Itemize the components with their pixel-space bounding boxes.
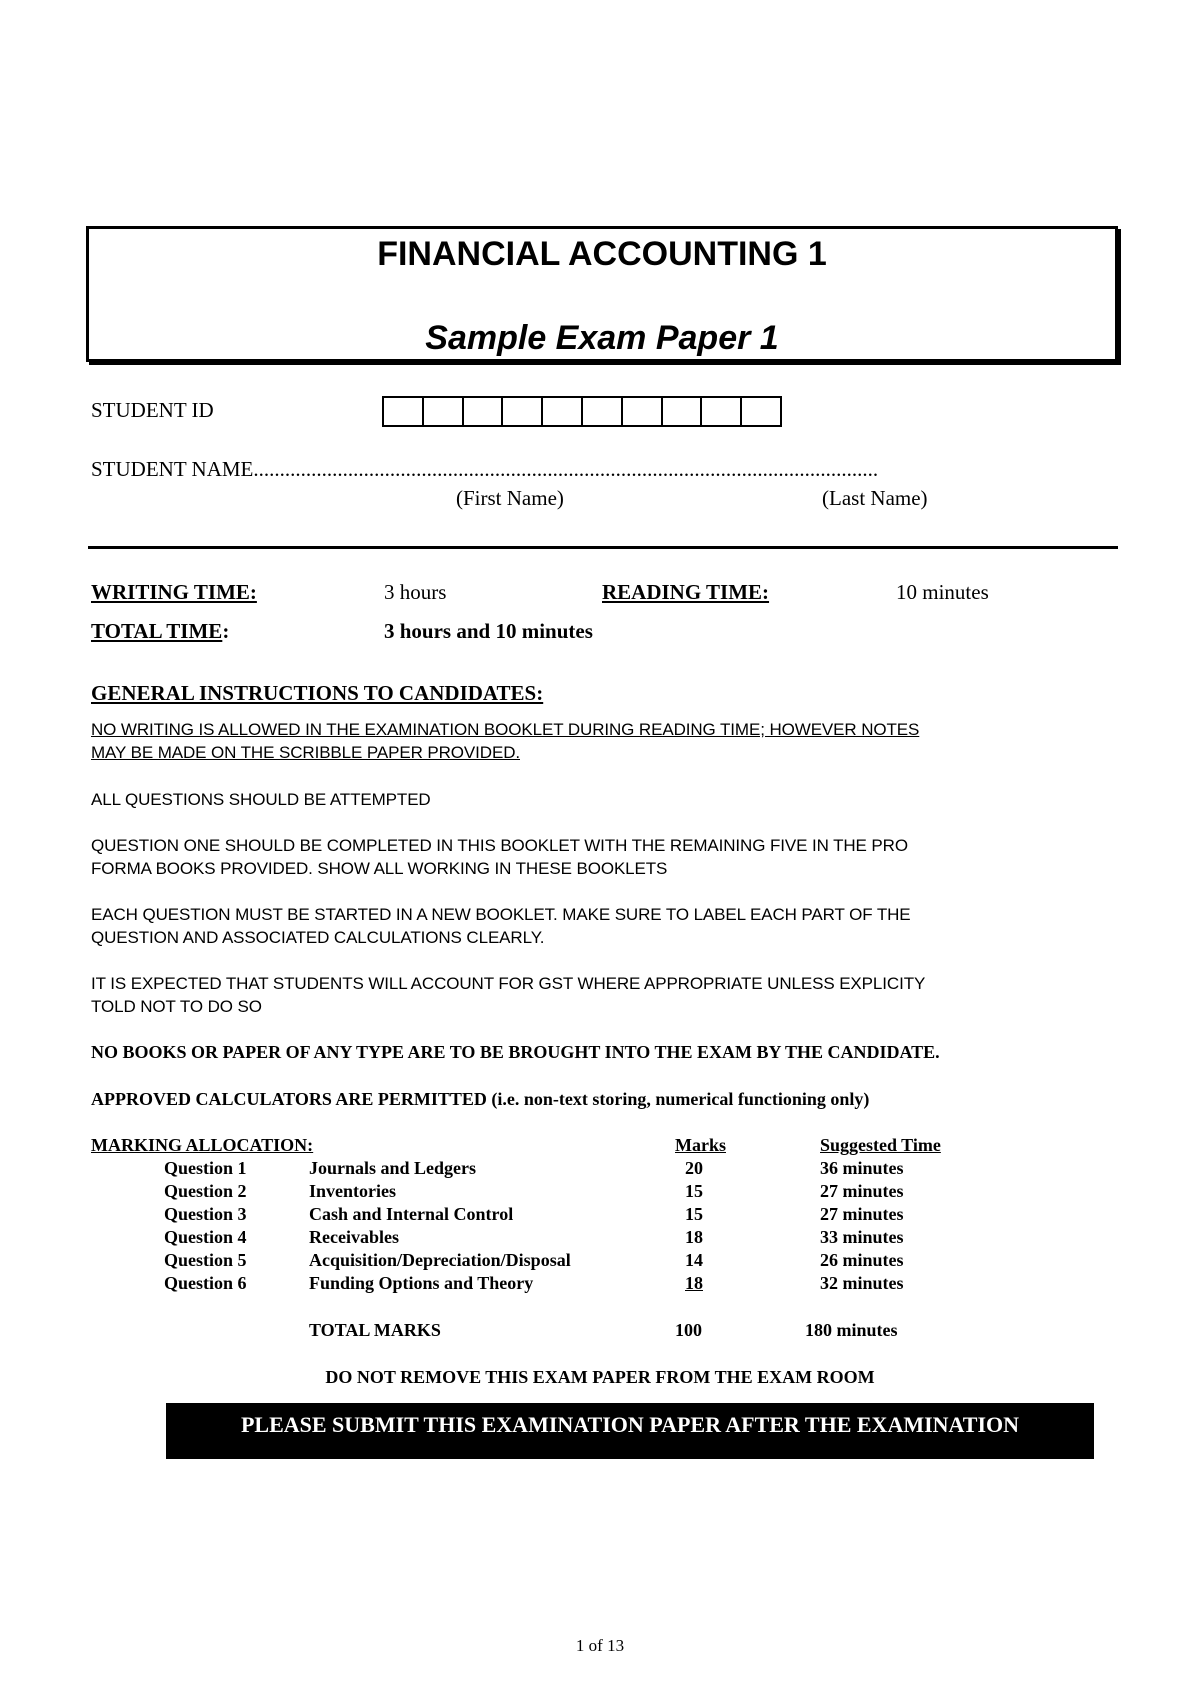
marks-column-header: Marks [675, 1135, 726, 1155]
question-time: 26 minutes [820, 1250, 904, 1270]
instruction-attempt-all: ALL QUESTIONS SHOULD BE ATTEMPTED [91, 790, 431, 809]
calculators-bold: APPROVED CALCULATORS ARE PERMITTED [91, 1089, 487, 1109]
instruction-calculators [91, 1089, 869, 1110]
submit-banner: PLEASE SUBMIT THIS EXAMINATION PAPER AFTER THE EXAMINATION [166, 1403, 1094, 1459]
total-time-colon: : [222, 619, 230, 643]
instruction-reading-time [91, 718, 919, 764]
instruction-gst [91, 972, 925, 1018]
question-time: 27 minutes [820, 1204, 904, 1224]
student-id-digit-box[interactable] [623, 398, 663, 425]
question-time: 33 minutes [820, 1227, 904, 1247]
student-id-digit-box[interactable] [702, 398, 742, 425]
question-time: 36 minutes [820, 1158, 904, 1178]
question-label: Question 6 [164, 1273, 247, 1293]
question-topic: Funding Options and Theory [309, 1273, 534, 1293]
student-id-digit-box[interactable] [503, 398, 543, 425]
course-title: FINANCIAL ACCOUNTING 1 [377, 235, 827, 273]
total-time-label-text: TOTAL TIME [91, 619, 223, 643]
time-column-header: Suggested Time [820, 1135, 941, 1155]
writing-time-label: WRITING TIME: [91, 580, 257, 604]
question-marks: 14 [685, 1250, 703, 1270]
question-time: 27 minutes [820, 1181, 904, 1201]
writing-time-value: 3 hours [384, 580, 447, 604]
student-id-label: STUDENT ID [91, 398, 214, 422]
question-marks: 18 [685, 1227, 703, 1247]
question-marks: 20 [685, 1158, 703, 1178]
student-id-boxes[interactable] [382, 396, 782, 427]
question-topic: Journals and Ledgers [309, 1158, 477, 1178]
instruction-booklets [91, 834, 908, 880]
student-id-digit-box[interactable] [543, 398, 583, 425]
student-id-digit-box[interactable] [663, 398, 703, 425]
question-label: Question 2 [164, 1181, 247, 1201]
question-topic: Receivables [309, 1227, 399, 1247]
instructions-heading: GENERAL INSTRUCTIONS TO CANDIDATES: [91, 681, 544, 705]
reading-time-label: READING TIME: [602, 580, 770, 604]
last-name-hint: (Last Name) [822, 486, 928, 510]
question-topic: Cash and Internal Control [309, 1204, 514, 1224]
total-time-value: 3 hours and 10 minutes [384, 619, 593, 643]
question-marks: 18 [685, 1273, 703, 1293]
instruction-reading-time-line1: NO WRITING IS ALLOWED IN THE EXAMINATION BOOKLET DURING READING TIME; HOWEVER NOTES [91, 720, 920, 739]
instruction-new-booklet-line2: QUESTION AND ASSOCIATED CALCULATIONS CLEARLY. [91, 928, 545, 947]
question-label: Question 3 [164, 1204, 247, 1224]
student-id-digit-box[interactable] [742, 398, 780, 425]
page-indicator: 1 of 13 [575, 1636, 625, 1655]
marking-allocation-table [91, 1135, 1191, 1395]
paper-title: Sample Exam Paper 1 [425, 319, 779, 357]
question-topic: Inventories [309, 1181, 396, 1201]
marking-heading: MARKING ALLOCATION: [91, 1135, 314, 1155]
instruction-booklets-line1: QUESTION ONE SHOULD BE COMPLETED IN THIS BOOKLET WITH THE REMAINING FIVE IN THE PRO [91, 836, 908, 855]
instruction-new-booklet [91, 903, 911, 949]
question-label: Question 4 [164, 1227, 247, 1247]
question-marks: 15 [685, 1204, 703, 1224]
section-divider [88, 546, 1118, 549]
student-id-digit-box[interactable] [583, 398, 623, 425]
reading-time-value: 10 minutes [896, 580, 989, 604]
student-name-label[interactable]: STUDENT NAME....................................................................................................................... [91, 457, 879, 481]
total-marks-value: 100 [675, 1320, 702, 1340]
question-time: 32 minutes [820, 1273, 904, 1293]
total-time-label [91, 619, 229, 644]
instruction-new-booklet-line1: EACH QUESTION MUST BE STARTED IN A NEW BOOKLET. MAKE SURE TO LABEL EACH PART OF THE [91, 905, 911, 924]
question-label: Question 1 [164, 1158, 247, 1178]
question-topic: Acquisition/Depreciation/Disposal [309, 1250, 571, 1270]
title-box [86, 226, 1118, 362]
question-label: Question 5 [164, 1250, 247, 1270]
student-id-digit-box[interactable] [424, 398, 464, 425]
question-marks: 15 [685, 1181, 703, 1201]
instruction-reading-time-line2: MAY BE MADE ON THE SCRIBBLE PAPER PROVIDED. [91, 743, 520, 762]
instruction-no-books: NO BOOKS OR PAPER OF ANY TYPE ARE TO BE BROUGHT INTO THE EXAM BY THE CANDIDATE. [91, 1042, 940, 1062]
total-marks-label: TOTAL MARKS [309, 1320, 441, 1340]
calculators-note: (i.e. non-text storing, numerical functioning only) [486, 1089, 870, 1109]
first-name-hint: (First Name) [456, 486, 564, 510]
instruction-gst-line1: IT IS EXPECTED THAT STUDENTS WILL ACCOUNT FOR GST WHERE APPROPRIATE UNLESS EXPLICITY [91, 974, 926, 993]
student-id-digit-box[interactable] [464, 398, 504, 425]
total-time-minutes: 180 minutes [805, 1320, 898, 1340]
instruction-booklets-line2: FORMA BOOKS PROVIDED. SHOW ALL WORKING IN THESE BOOKLETS [91, 859, 668, 878]
instruction-gst-line2: TOLD NOT TO DO SO [91, 997, 262, 1016]
do-not-remove-notice: DO NOT REMOVE THIS EXAM PAPER FROM THE EXAM ROOM [325, 1367, 875, 1387]
student-id-digit-box[interactable] [384, 398, 424, 425]
